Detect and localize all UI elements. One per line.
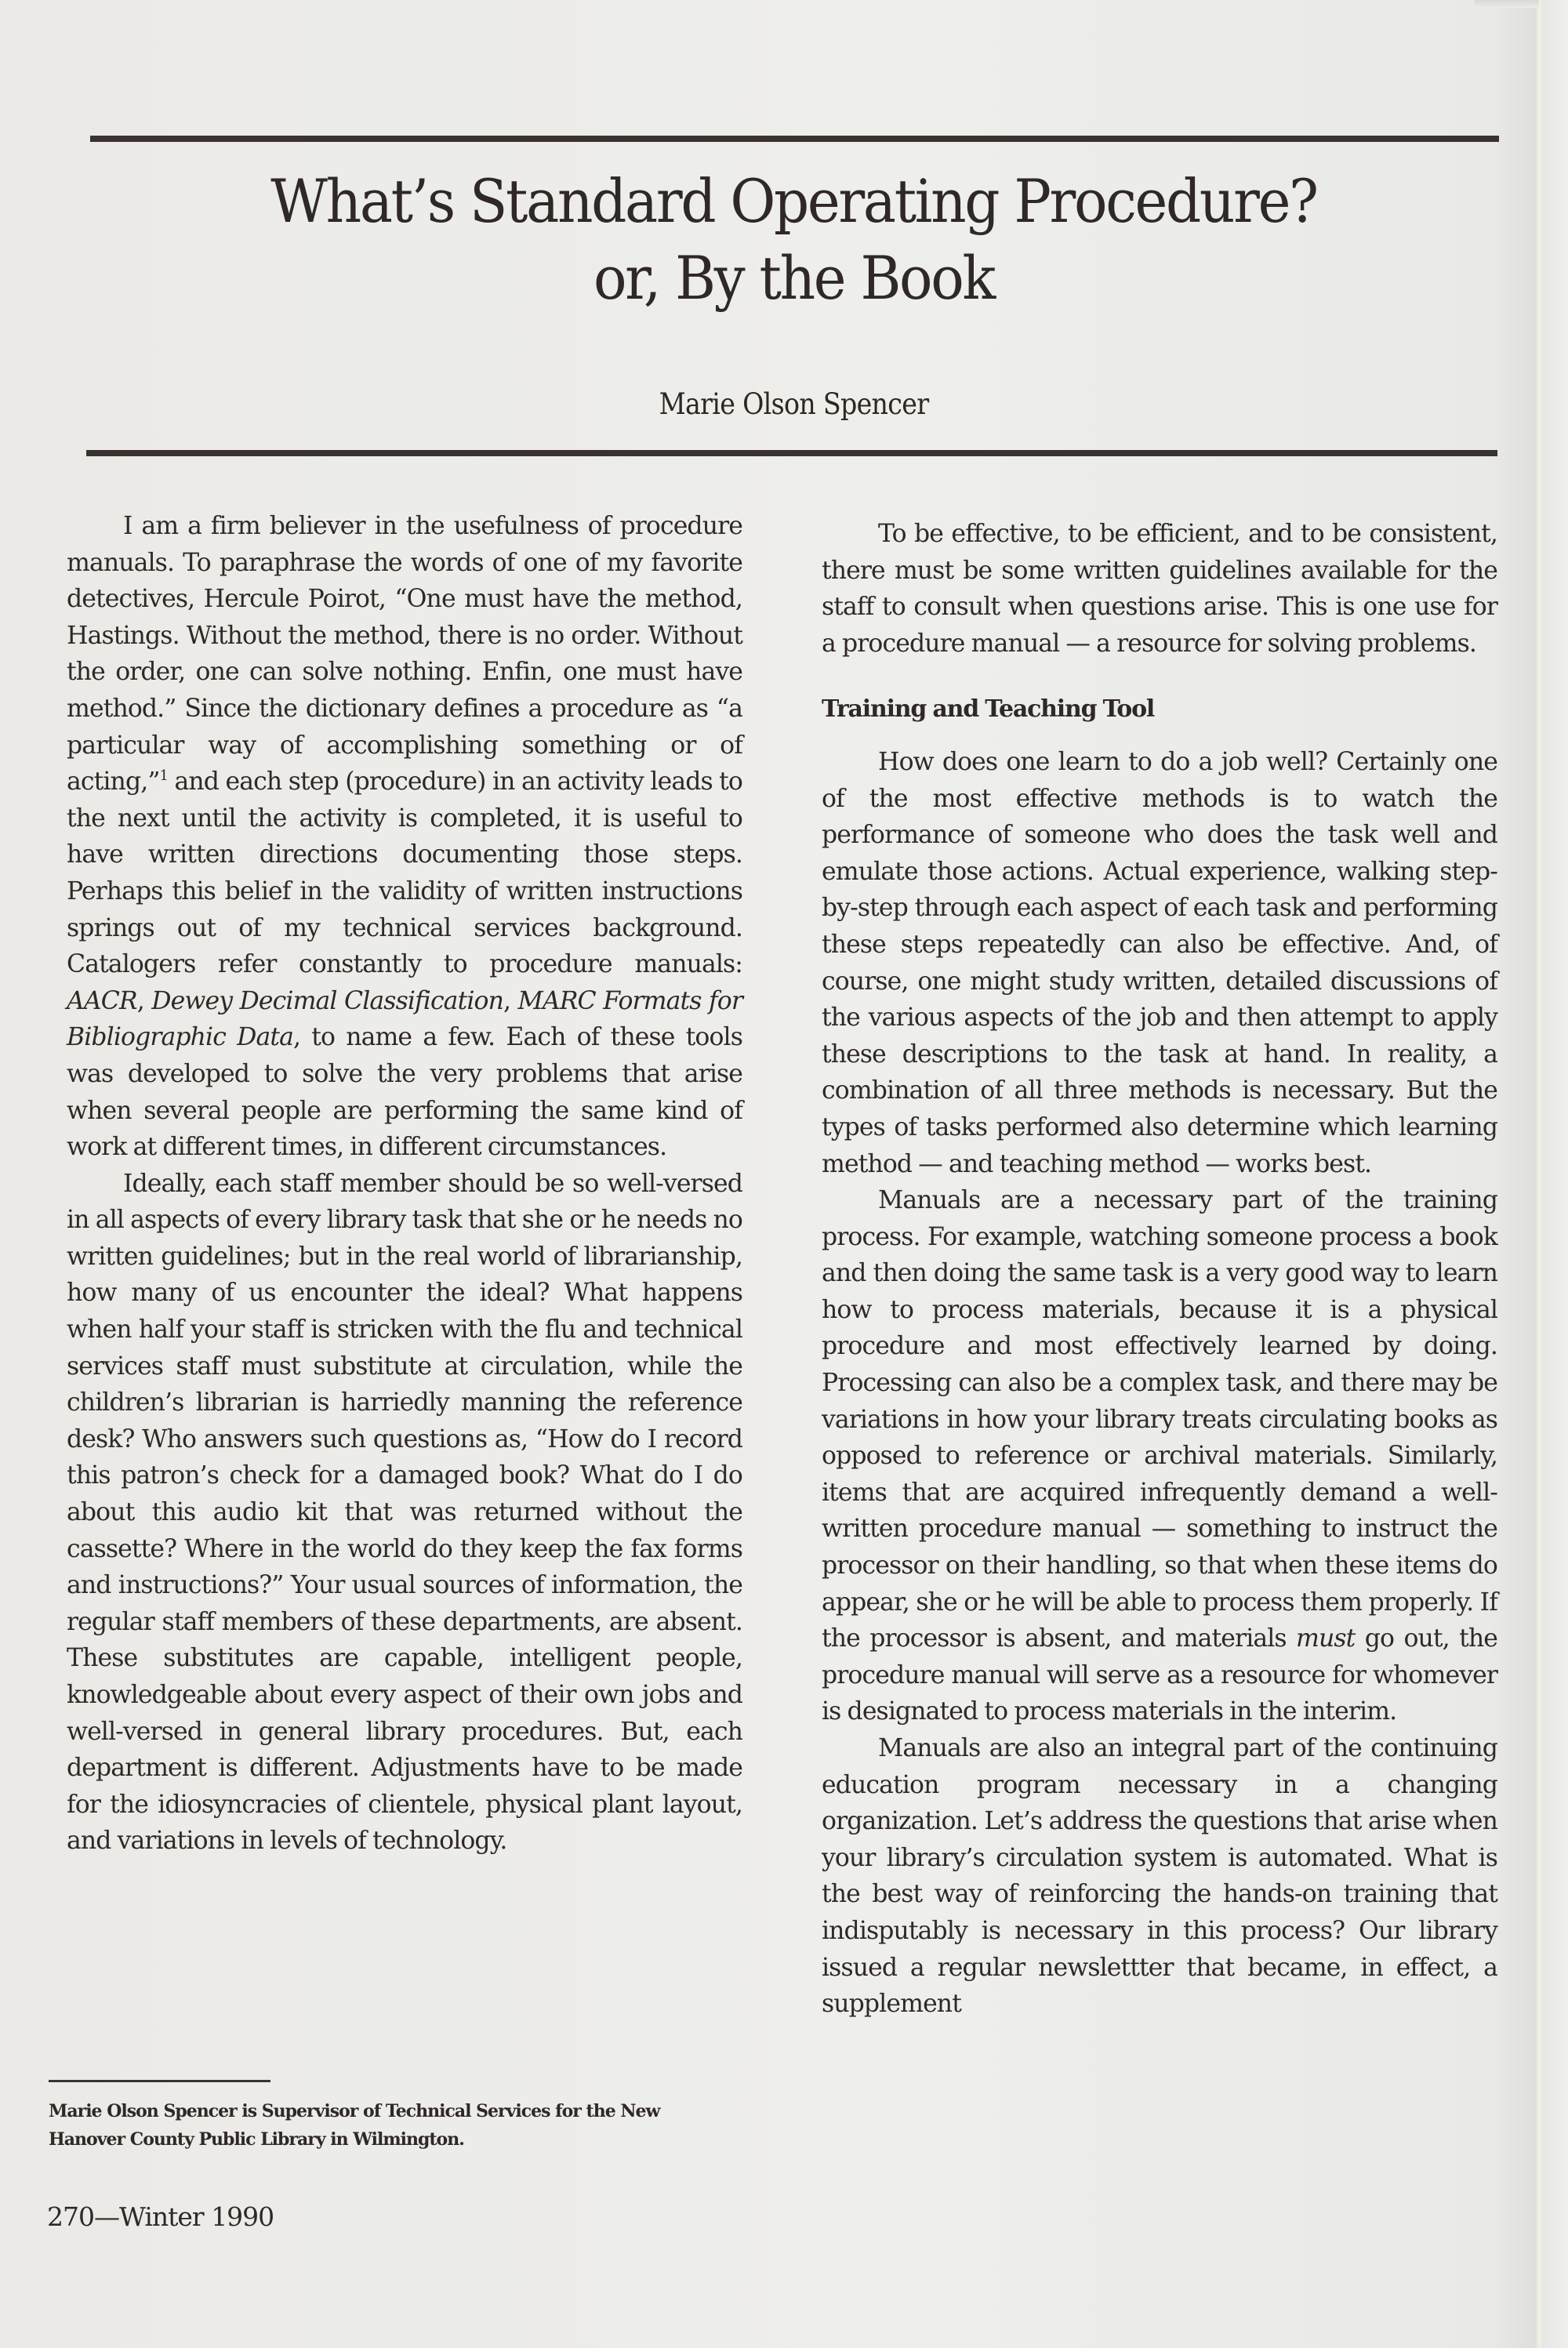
- paragraph: [822, 1182, 1497, 1730]
- italic-title: MARC Formats for Bibliographic Data: [67, 986, 742, 1052]
- text-run: I am a firm believer in the usefulness of procedure manuals. To paraphrase the words of one of my favorite detectives, Hercule Poirot, “One must have the method, Hastings. Without the method, there is no order. Without the order, one can solve nothing. Enfin, one must have method.” Since the dictionary defines a procedure as “a particular way of accomplishing something or of acting,”: [67, 512, 742, 797]
- text-run: ,: [503, 986, 518, 1015]
- page-folio: 270—Winter 1990: [47, 2201, 274, 2232]
- paragraph: [67, 508, 742, 1166]
- footnote-reference: 1: [159, 768, 169, 785]
- author-byline: Marie Olson Spencer: [659, 387, 929, 421]
- article-title: [136, 163, 1452, 317]
- title-line-2: or, By the Book: [593, 243, 995, 313]
- text-run: go out, the procedure manual will serve as a resource for whomever is designated to process materials in the interim.: [822, 1624, 1497, 1726]
- title-rule-bottom: [86, 450, 1497, 456]
- text-run: and each step (procedure) in an activity leads to the next until the activity is completed, it is useful to have written directions documenting those steps. Perhaps this belief in the validity of written instructions springs out of my technical services background. Catalogers refer constantly to procedure manuals:: [67, 768, 742, 979]
- paragraph: Ideally, each staff member should be so well-versed in all aspects of every library task that she or he needs no written guidelines; but in the real world of librarianship, how many of us encounter the ideal? What happens when half your staff is stricken with the flu and technical services staff must substitute at circulation, while the children’s librarian is harriedly manning the reference desk? Who answers such questions as, “How do I record this patron’s check for a damaged book? What do I do about this audio kit that was returned without the cassette? Where in the world do they keep the fax forms and instructions?” Your usual sources of information, the regular staff members of these departments, are absent. These substitutes are capable, intelligent people, knowledgeable about every aspect of their own jobs and well-versed in general library procedures. But, each department is different. Adjustments have to be made for the idiosyncracies of clientele, physical plant layout, and variations in levels of technology.: [67, 1169, 742, 1856]
- title-line-1: What’s Standard Operating Procedure?: [270, 166, 1317, 236]
- paragraph: To be effective, to be efficient, and to be consistent, there must be some written guidelines available for the staff to consult when questions arise. This is one use for a procedure manual — a resource for solving problems.: [822, 520, 1497, 658]
- left-column: [67, 508, 742, 1860]
- footnote-rule: [49, 2080, 270, 2082]
- author-bio-footnote: Marie Olson Spencer is Supervisor of Technical Services for the New Hanover County Public Library in Wilmington.: [49, 2101, 660, 2150]
- italic-title: AACR: [67, 986, 137, 1015]
- paragraph: Manuals are also an integral part of the continuing education program necessary in a changing organization. Let’s address the questions that arise when your library’s circulation system is automated. What is the best way of reinforcing the hands-on training that indisputably is necessary in this process? Our library issued a regular newslettter that became, in effect, a supplement: [822, 1734, 1497, 2019]
- italic-title: Dewey Decimal Classification: [151, 986, 503, 1015]
- right-column: [822, 516, 1497, 2023]
- text-run: ,: [136, 986, 152, 1015]
- adjacent-page-edge: [1541, 0, 1568, 2348]
- title-rule-top: [90, 136, 1499, 142]
- section-heading: Training and Teaching Tool: [822, 695, 1155, 724]
- text-run: Manuals are a necessary part of the training process. For example, watching someone process a book and then doing the same task is a very good way to learn how to process materials, because it is a physical procedure and most effectively learned by doing. Processing can also be a complex task, and there may be variations in how your library treats circulating books as opposed to reference or archival materials. Similarly, items that are acquired infrequently demand a well-written procedure manual — something to instruct the processor on their handling, so that when these items do appear, she or he will be able to process them properly. If the processor is absent, and materials: [822, 1186, 1497, 1653]
- paragraph: How does one learn to do a job well? Certainly one of the most effective methods is to watch the performance of someone who does the task well and emulate those actions. Actual experience, walking step-by-step through each aspect of each task and performing these steps repeatedly can also be effective. And, of course, one might study written, detailed discussions of the various aspects of the job and then attempt to apply these descriptions to the task at hand. In reality, a combination of all three methods is necessary. But the types of tasks performed also determine which learning method — and teaching method — works best.: [822, 747, 1497, 1178]
- text-run: , to name a few. Each of these tools was developed to solve the very problems that arise when several people are performing the same kind of work at different times, in different circumstances.: [67, 1023, 742, 1162]
- emphasis: must: [1296, 1624, 1356, 1653]
